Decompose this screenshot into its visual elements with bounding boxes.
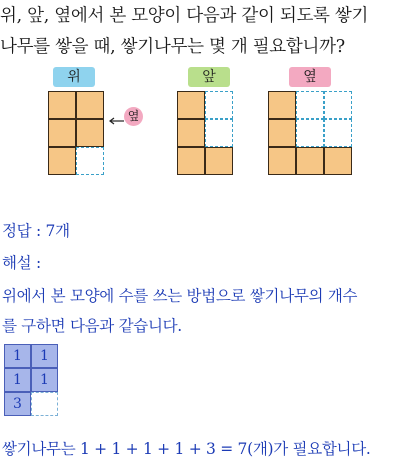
side-view-diagram <box>268 91 352 175</box>
front-view-empty-cell <box>205 119 233 147</box>
question-line-2: 나무를 쌓을 때, 쌓기나무는 몇 개 필요합니까? <box>0 37 345 57</box>
top-view-cell <box>76 119 104 147</box>
explanation-line-1: 위에서 본 모양에 수를 쓰는 방법으로 쌓기나무의 개수 <box>2 287 358 305</box>
side-direction-badge: 옆 <box>124 107 143 126</box>
side-view-cell <box>268 147 296 175</box>
side-view-cell <box>268 91 296 119</box>
top-view-cell <box>48 147 76 175</box>
front-view-cell <box>177 91 205 119</box>
explanation-label: 해설 : <box>2 254 41 272</box>
side-view-empty-cell <box>296 91 324 119</box>
top-view-cell <box>48 119 76 147</box>
front-view-empty-cell <box>205 91 233 119</box>
count-cell: 1 <box>4 344 31 368</box>
top-view-empty-cell <box>76 147 104 175</box>
answer-line: 정답 : 7개 <box>2 222 70 240</box>
count-cell: 3 <box>4 392 31 416</box>
arrow-left-icon <box>108 111 124 121</box>
side-view-empty-cell <box>324 91 352 119</box>
side-view-label: 옆 <box>289 67 331 87</box>
count-grid <box>4 344 58 416</box>
count-cell: 1 <box>31 368 58 392</box>
final-answer-line: 쌓기나무는 1 + 1 + 1 + 1 + 3 = 7(개)가 필요합니다. <box>2 440 371 458</box>
top-view-cell <box>76 91 104 119</box>
count-cell: 1 <box>4 368 31 392</box>
side-view-cell <box>324 147 352 175</box>
question-line-1: 위, 앞, 옆에서 본 모양이 다음과 같이 되도록 쌓기 <box>0 6 369 26</box>
count-cell: 1 <box>31 344 58 368</box>
front-view-diagram <box>177 91 233 175</box>
front-view-cell <box>177 119 205 147</box>
front-view-cell <box>177 147 205 175</box>
side-view-empty-cell <box>324 119 352 147</box>
front-view-label: 앞 <box>188 67 230 87</box>
explanation-line-2: 를 구하면 다음과 같습니다. <box>2 317 182 335</box>
side-view-empty-cell <box>296 119 324 147</box>
top-view-label: 위 <box>53 67 95 87</box>
side-view-cell <box>268 119 296 147</box>
top-view-diagram <box>48 91 104 175</box>
top-view-cell <box>48 91 76 119</box>
front-view-cell <box>205 147 233 175</box>
side-view-cell <box>296 147 324 175</box>
count-empty-cell <box>31 392 58 416</box>
